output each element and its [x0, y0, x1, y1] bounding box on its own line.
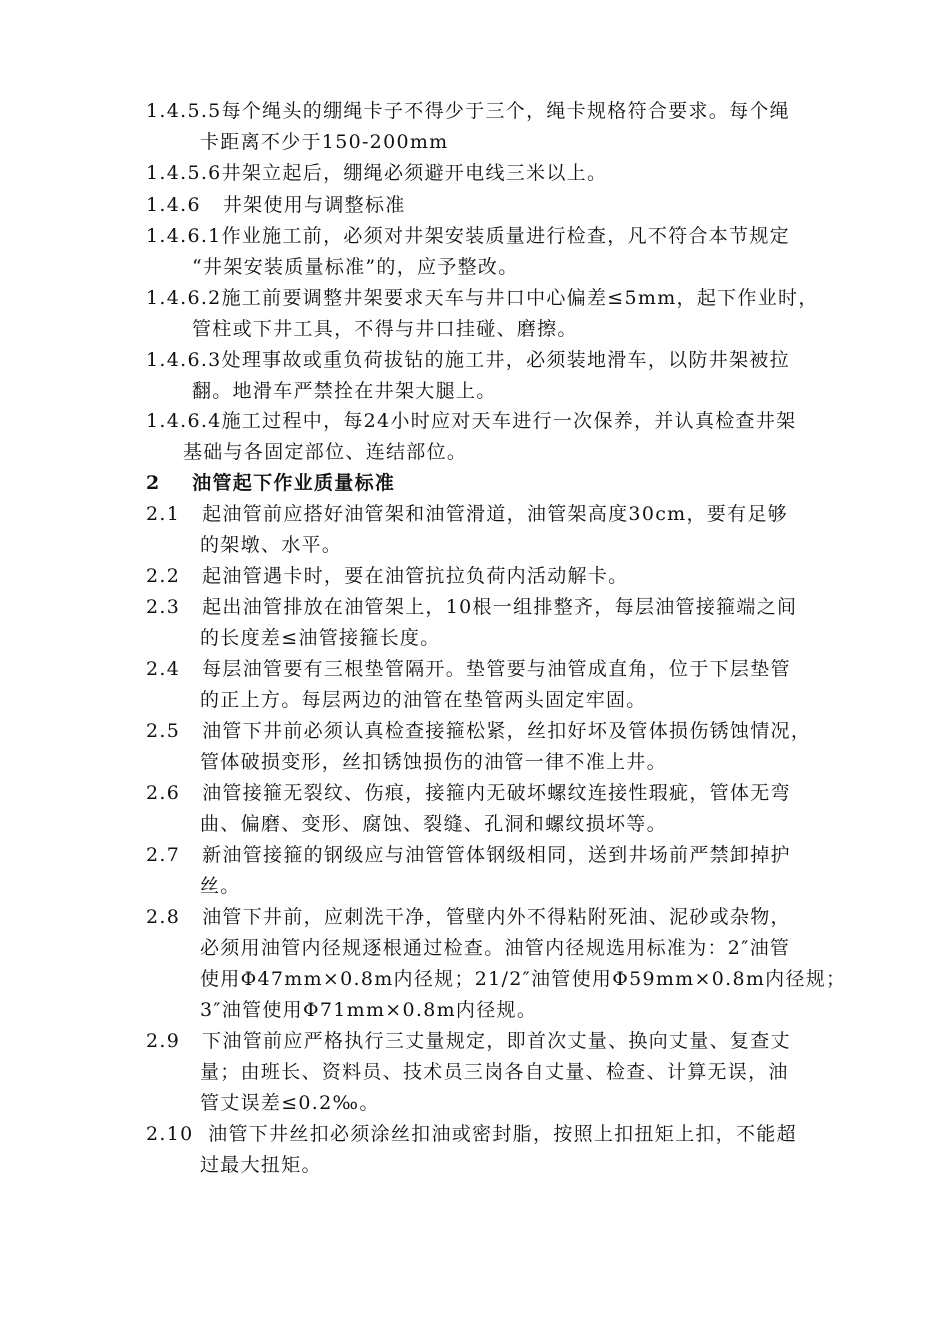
text-line: 1.4.5.5每个绳头的绷绳卡子不得少于三个，绳卡规格符合要求。每个绳 — [146, 100, 790, 122]
text-line: 2.10 油管下井丝扣必须涂丝扣油或密封脂，按照上扣扭矩上扣，不能超 — [146, 1123, 797, 1145]
text-line: 2.6 油管接箍无裂纹、伤痕，接箍内无破坏螺纹连接性瑕疵，管体无弯 — [146, 782, 791, 804]
text-line: 必须用油管内径规逐根通过检查。油管内径规选用标准为：2″油管 — [200, 937, 791, 959]
text-line: 2.3 起出油管排放在油管架上，10根一组排整齐，每层油管接箍端之间 — [146, 596, 798, 618]
text-line: 的正上方。每层两边的油管在垫管两头固定牢固。 — [200, 689, 647, 711]
text-line: 1.4.6.1作业施工前，必须对井架安装质量进行检查，凡不符合本节规定 — [146, 225, 790, 247]
text-line: 过最大扭矩。 — [200, 1154, 322, 1176]
text-line: 基础与各固定部位、连结部位。 — [183, 441, 468, 463]
text-line: 卡距离不少于150-200mm — [200, 131, 449, 153]
text-line: 曲、偏磨、变形、腐蚀、裂缝、孔洞和螺纹损坏等。 — [200, 813, 667, 835]
section-heading: 1.4.6 井架使用与调整标准 — [146, 194, 406, 216]
text-line: 管体破损变形，丝扣锈蚀损伤的油管一律不准上井。 — [200, 751, 667, 773]
text-line: 2.5 油管下井前必须认真检查接箍松紧，丝扣好坏及管体损伤锈蚀情况， — [146, 720, 812, 742]
text-line: 1.4.6.3处理事故或重负荷拔钻的施工井，必须装地滑车，以防井架被拉 — [146, 349, 790, 371]
text-line: 量；由班长、资料员、技术员三岗各自丈量、检查、计算无误，油 — [200, 1061, 789, 1083]
text-line: 3″油管使用Φ71mm×0.8m内径规。 — [200, 999, 538, 1021]
text-line: 1.4.6.2施工前要调整井架要求天车与井口中心偏差≤5mm，起下作业时， — [146, 287, 819, 309]
text-line: 使用Φ47mm×0.8m内径规；21/2″油管使用Φ59mm×0.8m内径规； — [200, 968, 847, 990]
text-line: 2.8 油管下井前，应刺洗干净，管壁内外不得粘附死油、泥砂或杂物， — [146, 906, 791, 928]
chapter-heading: 2 油管起下作业质量标准 — [146, 472, 396, 494]
text-line: 2.1 起油管前应搭好油管架和油管滑道，油管架高度30cm，要有足够 — [146, 503, 788, 525]
text-line: 翻。地滑车严禁拴在井架大腿上。 — [192, 380, 497, 402]
text-line: 管柱或下井工具，不得与井口挂碰、磨擦。 — [192, 318, 578, 340]
text-line: 2.9 下油管前应严格执行三丈量规定，即首次丈量、换向丈量、复查丈 — [146, 1030, 791, 1052]
text-line: 2.2 起油管遇卡时，要在油管抗拉负荷内活动解卡。 — [146, 565, 629, 587]
text-line: 1.4.5.6井架立起后，绷绳必须避开电线三米以上。 — [146, 162, 608, 184]
text-line: 1.4.6.4施工过程中，每24小时应对天车进行一次保养，并认真检查井架 — [146, 410, 797, 432]
text-line: 的长度差≤油管接箍长度。 — [200, 627, 441, 649]
text-line: 丝。 — [200, 875, 241, 897]
text-line: 2.7 新油管接箍的钢级应与油管管体钢级相同，送到井场前严禁卸掉护 — [146, 844, 791, 866]
text-line: 2.4 每层油管要有三根垫管隔开。垫管要与油管成直角，位于下层垫管 — [146, 658, 791, 680]
text-line: 的架墩、水平。 — [200, 534, 343, 556]
text-line: 管丈误差≤0.2‰。 — [200, 1092, 380, 1114]
text-line: “井架安装质量标准”的，应予整改。 — [192, 256, 519, 278]
